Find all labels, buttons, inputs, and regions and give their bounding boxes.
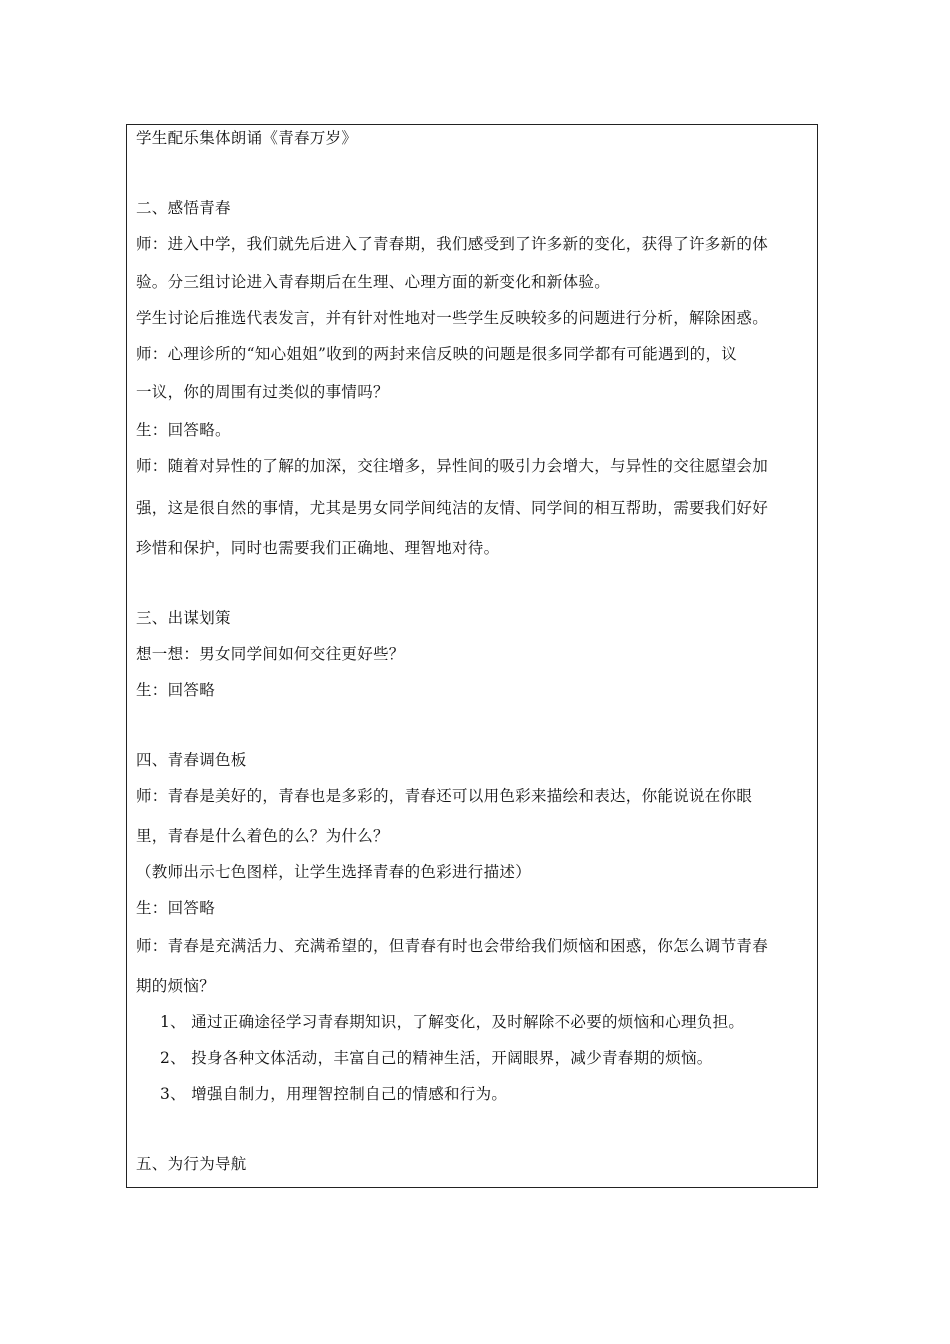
- section-heading-2: 二、感悟青春: [136, 199, 231, 217]
- section-heading-5: 五、为行为导航: [136, 1155, 247, 1173]
- paragraph-line: 一议，你的周围有过类似的事情吗？: [136, 383, 389, 401]
- list-item: 3、 增强自制力，用理智控制自己的情感和行为。: [160, 1085, 508, 1103]
- list-item: 1、 通过正确途径学习青春期知识，了解变化，及时解除不必要的烦恼和心理负担。: [160, 1013, 745, 1031]
- paragraph-line: 学生讨论后推选代表发言，并有针对性地对一些学生反映较多的问题进行分析，解除困惑。: [136, 309, 769, 327]
- paragraph-line: 师：随着对异性的了解的加深，交往增多，异性间的吸引力会增大，与异性的交往愿望会加: [136, 457, 769, 475]
- paragraph-line: 生：回答略: [136, 681, 216, 699]
- section-heading-4: 四、青春调色板: [136, 751, 247, 769]
- paragraph-line: 验。分三组讨论进入青春期后在生理、心理方面的新变化和新体验。: [136, 273, 611, 291]
- paragraph-line: 强，这是很自然的事情，尤其是男女同学间纯洁的友情、同学间的相互帮助，需要我们好好: [136, 499, 769, 517]
- paragraph-line: 想一想：男女同学间如何交往更好些？: [136, 645, 405, 663]
- paragraph-line: （教师出示七色图样，让学生选择青春的色彩进行描述）: [136, 863, 532, 881]
- paragraph-line: 生：回答略: [136, 899, 216, 917]
- paragraph-line: 师：进入中学，我们就先后进入了青春期，我们感受到了许多新的变化，获得了许多新的体: [136, 235, 769, 253]
- paragraph-line: 期的烦恼？: [136, 977, 216, 995]
- paragraph-line: 师：青春是充满活力、充满希望的，但青春有时也会带给我们烦恼和困惑，你怎么调节青春: [136, 937, 769, 955]
- paragraph-line: 珍惜和保护，同时也需要我们正确地、理智地对待。: [136, 539, 500, 557]
- paragraph-line: 师：青春是美好的，青春也是多彩的，青春还可以用色彩来描绘和表达，你能说说在你眼: [136, 787, 753, 805]
- paragraph-line: 师：心理诊所的“知心姐姐”收到的两封来信反映的问题是很多同学都有可能遇到的，议: [136, 345, 738, 363]
- paragraph-line: 里，青春是什么着色的么？为什么？: [136, 827, 389, 845]
- section-heading-3: 三、出谋划策: [136, 609, 231, 627]
- recitation-line: 学生配乐集体朗诵《青春万岁》: [136, 129, 358, 147]
- list-item: 2、 投身各种文体活动，丰富自己的精神生活，开阔眼界，减少青春期的烦恼。: [160, 1049, 713, 1067]
- paragraph-line: 生：回答略。: [136, 421, 231, 439]
